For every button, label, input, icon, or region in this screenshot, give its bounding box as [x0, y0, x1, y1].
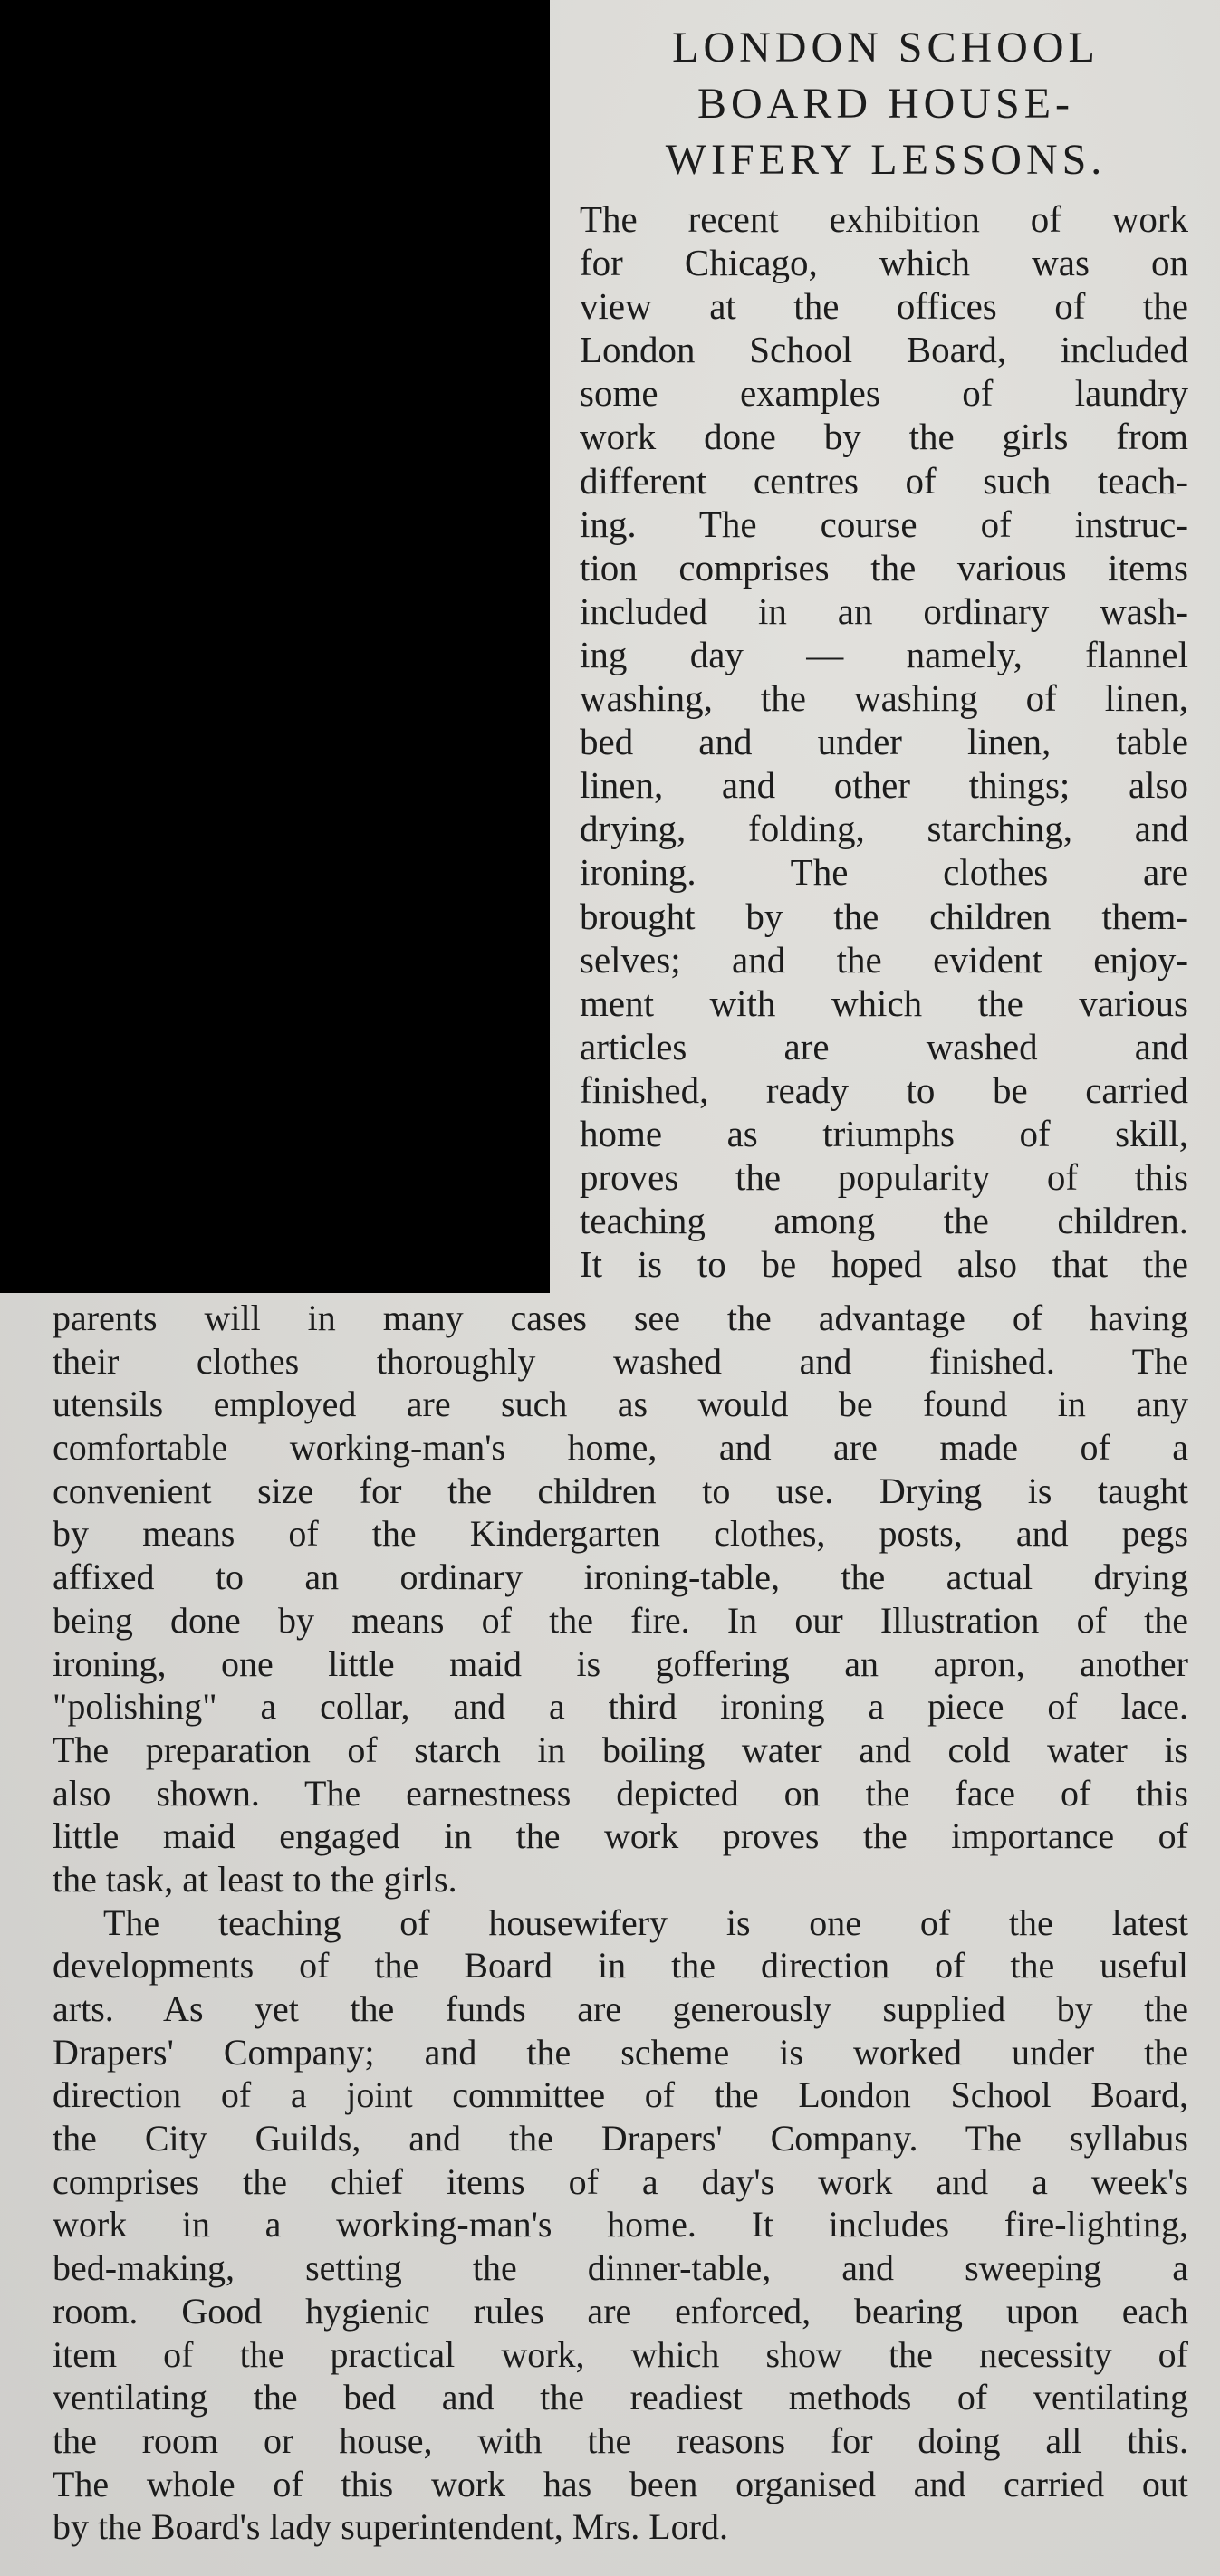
text-line: the task, at least to the girls.	[53, 1858, 457, 1900]
text-line: different centres of such teach-	[580, 459, 1188, 502]
paragraph-first-line: The teaching of housewifery is one of the latest	[103, 1901, 1188, 1943]
text-line: tion comprises the various items	[580, 546, 1188, 589]
text-line: parents will in many cases see the advantage of having	[53, 1298, 1188, 1338]
text-line: work done by the girls from	[580, 416, 1188, 458]
text-line: by means of the Kindergarten clothes, posts, and pegs	[53, 1513, 1188, 1555]
text-line: London School Board, included	[580, 329, 1188, 371]
text-line: room. Good hygienic rules are enforced, bearing upon each	[53, 2290, 1188, 2332]
text-line: washing, the washing of linen,	[580, 677, 1188, 720]
text-line: ing. The course of instruc-	[580, 503, 1188, 545]
text-line: linen, and other things; also	[580, 764, 1188, 807]
text-line: developments of the Board in the direction of the useful	[53, 1945, 1188, 1987]
text-line: The preparation of starch in boiling water and cold water is	[53, 1729, 1188, 1770]
text-line: included in an ordinary wash-	[580, 589, 1188, 632]
text-line: convenient size for the children to use. Drying is taught	[53, 1470, 1188, 1511]
article-narrow-column	[580, 197, 1188, 1286]
text-line: affixed to an ordinary ironing-table, the actual drying	[53, 1556, 1188, 1598]
article-headline	[569, 20, 1203, 188]
text-line: ing day — namely, flannel	[580, 633, 1188, 675]
headline-line: LONDON SCHOOL	[672, 24, 1100, 72]
redacted-image-area	[0, 0, 550, 1293]
text-line: the City Guilds, and the Drapers' Company. The syllabus	[53, 2118, 1188, 2159]
text-line: their clothes thoroughly washed and finished. The	[53, 1340, 1188, 1382]
text-line: home as triumphs of skill,	[580, 1112, 1188, 1154]
text-line: finished, ready to be carried	[580, 1068, 1188, 1111]
text-line: arts. As yet the funds are generously supplied by the	[53, 1988, 1188, 2029]
text-line: by the Board's lady superintendent, Mrs. Lord.	[53, 2506, 728, 2548]
text-line: Drapers' Company; and the scheme is worked under the	[53, 2031, 1188, 2073]
text-line: for Chicago, which was on	[580, 242, 1188, 284]
text-line: also shown. The earnestness depicted on the face of this	[53, 1772, 1188, 1814]
text-line: utensils employed are such as would be found in any	[53, 1384, 1188, 1425]
text-line: selves; and the evident enjoy-	[580, 938, 1188, 981]
text-line: teaching among the children.	[580, 1200, 1188, 1242]
text-line: articles are washed and	[580, 1025, 1188, 1068]
text-line: item of the practical work, which show the necessity of	[53, 2333, 1188, 2375]
text-line: comprises the chief items of a day's work and a week's	[53, 2160, 1188, 2202]
text-line: the room or house, with the reasons for doing all this.	[53, 2419, 1188, 2461]
headline-line: BOARD HOUSE-	[696, 80, 1074, 128]
text-line: comfortable working-man's home, and are made of a	[53, 1427, 1188, 1469]
text-line: direction of a joint committee of the London School Board,	[53, 2074, 1188, 2116]
text-line: ventilating the bed and the readiest methods of ventilating	[53, 2377, 1188, 2418]
text-line: bed and under linen, table	[580, 721, 1188, 763]
text-line: ironing, one little maid is goffering an apron, another	[53, 1642, 1188, 1684]
text-line: little maid engaged in the work proves the importance of	[53, 1815, 1188, 1857]
text-line: ironing. The clothes are	[580, 851, 1188, 894]
text-line: "polishing" a collar, and a third ironing a piece of lace.	[53, 1686, 1188, 1728]
text-line: ment with which the various	[580, 982, 1188, 1024]
text-line: It is to be hoped also that the	[580, 1243, 1188, 1286]
text-line: being done by means of the fire. In our Illustration of the	[53, 1599, 1188, 1641]
text-line: work in a working-man's home. It includes fire-lighting,	[53, 2204, 1188, 2246]
text-line: drying, folding, starching, and	[580, 808, 1188, 850]
headline-line: WIFERY LESSONS.	[665, 136, 1107, 184]
text-line: bed-making, setting the dinner-table, and sweeping a	[53, 2247, 1188, 2289]
text-line: The whole of this work has been organised and carried out	[53, 2463, 1188, 2504]
text-line: proves the popularity of this	[580, 1156, 1188, 1199]
text-line: The recent exhibition of work	[580, 198, 1188, 240]
text-line: some examples of laundry	[580, 372, 1188, 415]
text-line: brought by the children them-	[580, 895, 1188, 937]
text-line: view at the offices of the	[580, 285, 1188, 328]
article-wide-column	[53, 1297, 1188, 2549]
